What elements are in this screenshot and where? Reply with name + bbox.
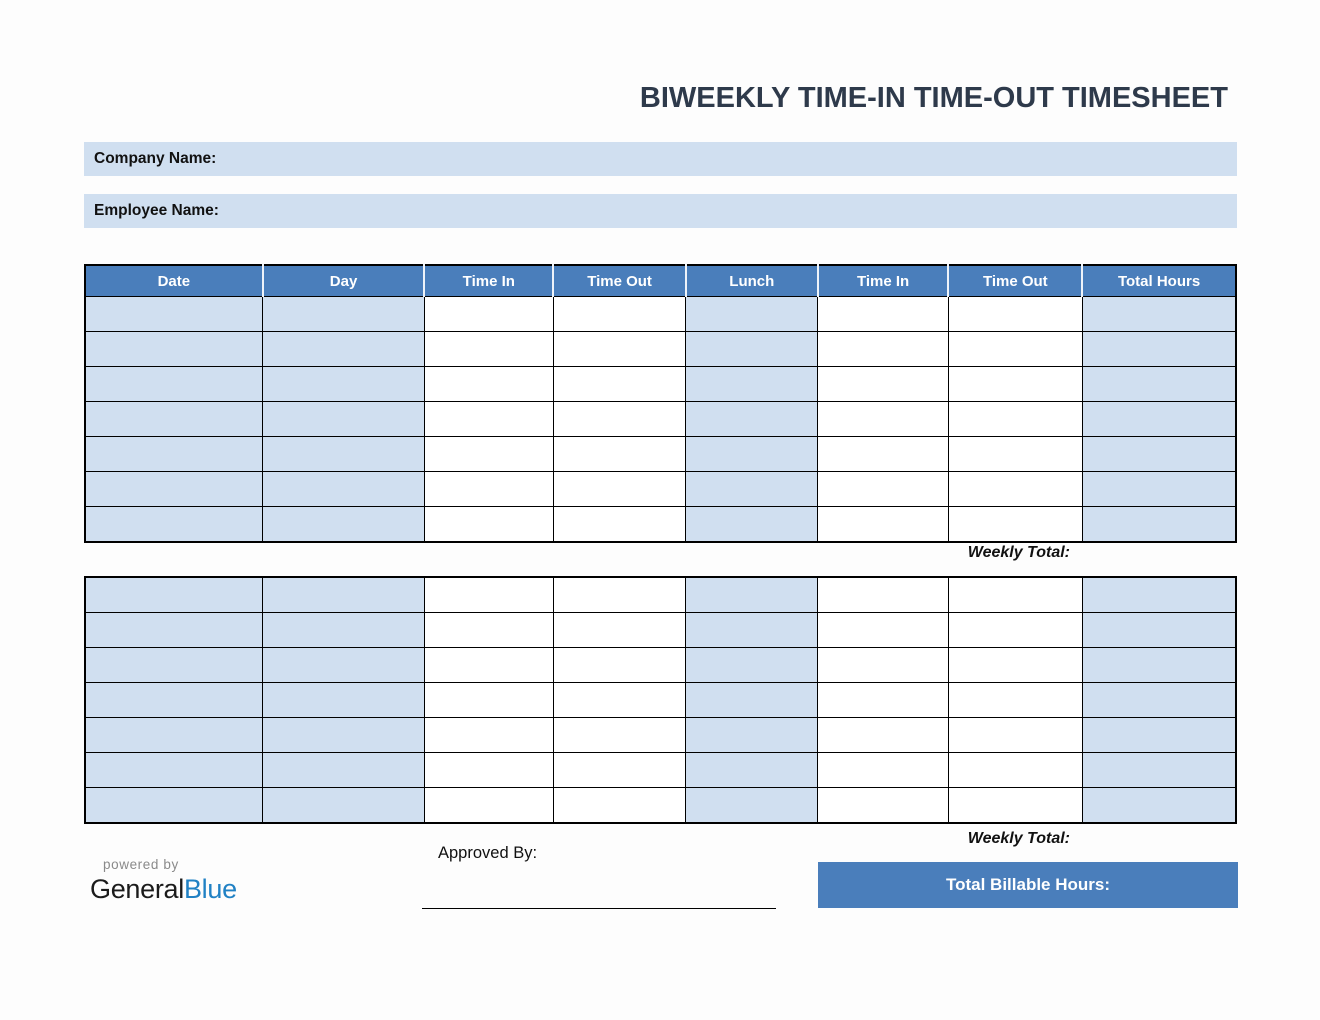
timesheet-cell[interactable] xyxy=(948,507,1082,543)
timesheet-cell[interactable] xyxy=(553,648,686,683)
column-header-time-in-am: Time In xyxy=(424,265,553,297)
timesheet-cell[interactable] xyxy=(1082,437,1236,472)
timesheet-cell[interactable] xyxy=(263,297,425,332)
timesheet-cell[interactable] xyxy=(424,718,553,753)
brand-wordmark xyxy=(90,875,237,905)
timesheet-cell[interactable] xyxy=(85,437,263,472)
timesheet-cell[interactable] xyxy=(85,507,263,543)
timesheet-cell[interactable] xyxy=(818,472,949,507)
timesheet-row xyxy=(85,367,1236,402)
timesheet-cell[interactable] xyxy=(85,753,263,788)
column-header-time-in-pm: Time In xyxy=(818,265,949,297)
timesheet-cell[interactable] xyxy=(553,402,686,437)
total-billable-hours-label: Total Billable Hours: xyxy=(945,875,1111,894)
week2-weekly-total-label: Weekly Total: xyxy=(967,830,1070,847)
timesheet-cell[interactable] xyxy=(263,788,425,824)
timesheet-cell[interactable] xyxy=(1082,577,1236,613)
timesheet-cell[interactable] xyxy=(818,788,949,824)
timesheet-cell[interactable] xyxy=(948,402,1082,437)
column-header-day: Day xyxy=(263,265,425,297)
timesheet-cell[interactable] xyxy=(686,753,818,788)
timesheet-cell[interactable] xyxy=(263,683,425,718)
timesheet-row xyxy=(85,297,1236,332)
timesheet-cell[interactable] xyxy=(85,402,263,437)
brand-blue-text: Blue xyxy=(183,873,237,904)
timesheet-cell[interactable] xyxy=(686,788,818,824)
timesheet-cell[interactable] xyxy=(85,472,263,507)
timesheet-row xyxy=(85,332,1236,367)
timesheet-cell[interactable] xyxy=(818,297,949,332)
timesheet-cell[interactable] xyxy=(818,577,949,613)
timesheet-cell[interactable] xyxy=(686,472,818,507)
table-header-row xyxy=(85,265,1236,297)
timesheet-cell[interactable] xyxy=(553,718,686,753)
timesheet-cell[interactable] xyxy=(1082,472,1236,507)
timesheet-cell[interactable] xyxy=(686,507,818,543)
timesheet-cell[interactable] xyxy=(85,577,263,613)
timesheet-cell[interactable] xyxy=(263,753,425,788)
timesheet-cell[interactable] xyxy=(424,507,553,543)
timesheet-row xyxy=(85,718,1236,753)
timesheet-cell[interactable] xyxy=(263,437,425,472)
timesheet-cell[interactable] xyxy=(85,332,263,367)
powered-by-text: powered by xyxy=(103,857,179,872)
timesheet-cell[interactable] xyxy=(263,577,425,613)
timesheet-cell[interactable] xyxy=(948,753,1082,788)
timesheet-cell[interactable] xyxy=(686,613,818,648)
timesheet-cell[interactable] xyxy=(686,648,818,683)
timesheet-cell[interactable] xyxy=(818,437,949,472)
timesheet-cell[interactable] xyxy=(1082,507,1236,543)
timesheet-cell[interactable] xyxy=(1082,753,1236,788)
week1-timesheet-table xyxy=(84,264,1237,543)
timesheet-cell[interactable] xyxy=(1082,718,1236,753)
timesheet-row xyxy=(85,402,1236,437)
timesheet-cell[interactable] xyxy=(263,367,425,402)
timesheet-cell[interactable] xyxy=(1082,332,1236,367)
timesheet-cell[interactable] xyxy=(553,332,686,367)
timesheet-cell[interactable] xyxy=(948,437,1082,472)
timesheet-cell[interactable] xyxy=(85,683,263,718)
timesheet-cell[interactable] xyxy=(85,613,263,648)
timesheet-cell[interactable] xyxy=(818,613,949,648)
employee-name-field[interactable] xyxy=(84,194,1237,228)
timesheet-row xyxy=(85,788,1236,824)
timesheet-row xyxy=(85,753,1236,788)
timesheet-row xyxy=(85,577,1236,613)
timesheet-cell[interactable] xyxy=(948,718,1082,753)
timesheet-cell[interactable] xyxy=(1082,683,1236,718)
timesheet-cell[interactable] xyxy=(85,648,263,683)
timesheet-cell[interactable] xyxy=(948,472,1082,507)
timesheet-cell[interactable] xyxy=(1082,297,1236,332)
timesheet-cell[interactable] xyxy=(818,718,949,753)
timesheet-cell[interactable] xyxy=(1082,788,1236,824)
company-name-label: Company Name: xyxy=(94,150,217,167)
timesheet-cell[interactable] xyxy=(818,332,949,367)
timesheet-cell[interactable] xyxy=(424,367,553,402)
timesheet-cell[interactable] xyxy=(424,472,553,507)
timesheet-cell[interactable] xyxy=(424,788,553,824)
timesheet-cell[interactable] xyxy=(553,683,686,718)
timesheet-cell[interactable] xyxy=(948,648,1082,683)
column-header-time-out-pm: Time Out xyxy=(948,265,1082,297)
column-header-date: Date xyxy=(85,265,263,297)
timesheet-row xyxy=(85,683,1236,718)
timesheet-cell[interactable] xyxy=(553,753,686,788)
timesheet-cell[interactable] xyxy=(948,788,1082,824)
timesheet-cell[interactable] xyxy=(1082,367,1236,402)
timesheet-cell[interactable] xyxy=(818,507,949,543)
timesheet-cell[interactable] xyxy=(686,683,818,718)
timesheet-cell[interactable] xyxy=(948,683,1082,718)
timesheet-row xyxy=(85,437,1236,472)
general-blue-logo xyxy=(90,858,237,905)
timesheet-cell[interactable] xyxy=(686,718,818,753)
timesheet-cell[interactable] xyxy=(1082,402,1236,437)
timesheet-cell[interactable] xyxy=(424,613,553,648)
timesheet-cell[interactable] xyxy=(85,297,263,332)
timesheet-cell[interactable] xyxy=(553,472,686,507)
page-title: BIWEEKLY TIME-IN TIME-OUT TIMESHEET xyxy=(639,82,1228,114)
timesheet-cell[interactable] xyxy=(553,297,686,332)
timesheet-cell[interactable] xyxy=(85,718,263,753)
timesheet-cell[interactable] xyxy=(263,472,425,507)
timesheet-cell[interactable] xyxy=(424,753,553,788)
timesheet-row xyxy=(85,613,1236,648)
timesheet-cell[interactable] xyxy=(1082,648,1236,683)
week1-weekly-total-label: Weekly Total: xyxy=(967,544,1070,561)
timesheet-cell[interactable] xyxy=(553,788,686,824)
column-header-total-hours: Total Hours xyxy=(1082,265,1236,297)
timesheet-cell[interactable] xyxy=(818,648,949,683)
timesheet-cell[interactable] xyxy=(424,577,553,613)
timesheet-cell[interactable] xyxy=(686,297,818,332)
timesheet-cell[interactable] xyxy=(263,613,425,648)
timesheet-cell[interactable] xyxy=(424,402,553,437)
company-name-field[interactable] xyxy=(84,142,1237,176)
timesheet-cell[interactable] xyxy=(686,437,818,472)
timesheet-cell[interactable] xyxy=(263,648,425,683)
timesheet-cell[interactable] xyxy=(686,367,818,402)
week2-timesheet-table xyxy=(84,576,1237,824)
timesheet-cell[interactable] xyxy=(818,753,949,788)
timesheet-cell[interactable] xyxy=(424,648,553,683)
timesheet-cell[interactable] xyxy=(948,297,1082,332)
timesheet-cell[interactable] xyxy=(424,332,553,367)
column-header-lunch: Lunch xyxy=(686,265,818,297)
timesheet-cell[interactable] xyxy=(424,437,553,472)
timesheet-cell[interactable] xyxy=(85,367,263,402)
timesheet-cell[interactable] xyxy=(948,613,1082,648)
timesheet-row xyxy=(85,472,1236,507)
timesheet-cell[interactable] xyxy=(553,507,686,543)
column-header-time-out-am: Time Out xyxy=(553,265,686,297)
timesheet-cell[interactable] xyxy=(553,577,686,613)
brand-general-text: General xyxy=(90,873,184,904)
timesheet-cell[interactable] xyxy=(818,402,949,437)
approval-signature-line[interactable] xyxy=(422,908,776,909)
employee-name-label: Employee Name: xyxy=(94,202,219,219)
timesheet-cell[interactable] xyxy=(1082,613,1236,648)
timesheet-cell[interactable] xyxy=(948,577,1082,613)
timesheet-cell[interactable] xyxy=(85,788,263,824)
timesheet-cell[interactable] xyxy=(553,437,686,472)
timesheet-cell[interactable] xyxy=(686,332,818,367)
timesheet-cell[interactable] xyxy=(553,613,686,648)
timesheet-row xyxy=(85,648,1236,683)
timesheet-cell[interactable] xyxy=(686,577,818,613)
timesheet-cell[interactable] xyxy=(818,367,949,402)
timesheet-cell[interactable] xyxy=(263,402,425,437)
timesheet-cell[interactable] xyxy=(948,367,1082,402)
total-billable-hours-bar[interactable] xyxy=(818,862,1238,908)
timesheet-cell[interactable] xyxy=(424,683,553,718)
timesheet-cell[interactable] xyxy=(263,507,425,543)
timesheet-cell[interactable] xyxy=(553,367,686,402)
timesheet-row xyxy=(85,507,1236,543)
approved-by-label: Approved By: xyxy=(438,844,538,862)
timesheet-cell[interactable] xyxy=(818,683,949,718)
timesheet-cell[interactable] xyxy=(948,332,1082,367)
timesheet-cell[interactable] xyxy=(686,402,818,437)
timesheet-cell[interactable] xyxy=(424,297,553,332)
timesheet-cell[interactable] xyxy=(263,718,425,753)
timesheet-cell[interactable] xyxy=(263,332,425,367)
